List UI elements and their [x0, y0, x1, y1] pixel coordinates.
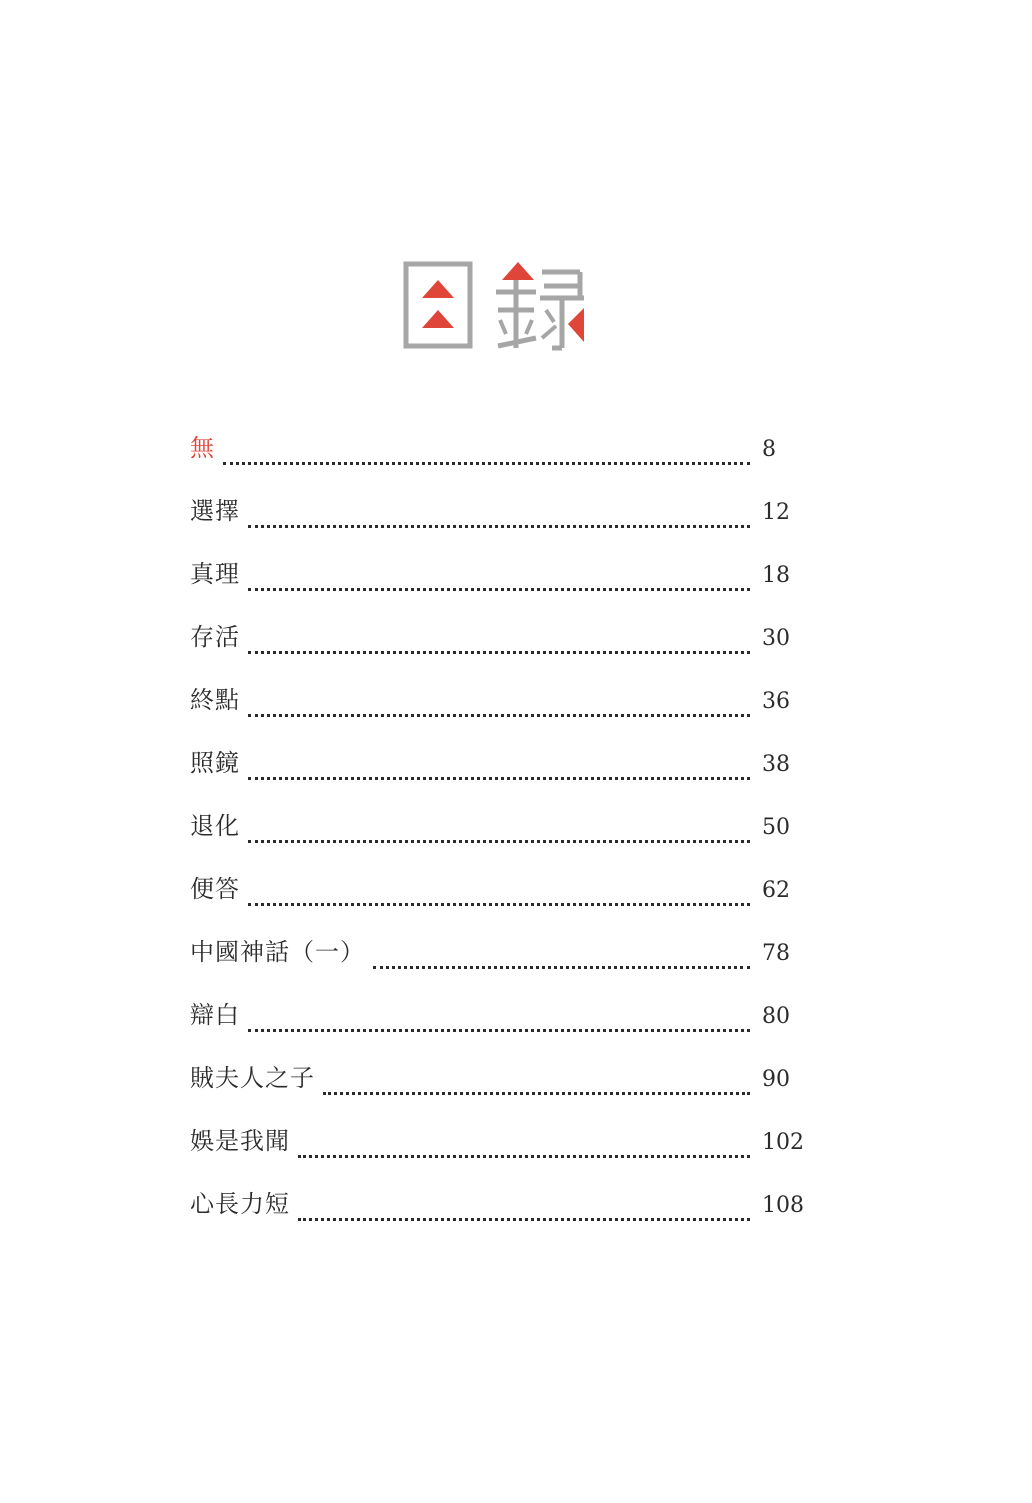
- toc-entry-title: 退化: [190, 812, 240, 840]
- toc-entry-page-number: 8: [762, 437, 776, 462]
- toc-entry[interactable]: [190, 1178, 810, 1241]
- toc-entry-title: 辯白: [190, 1001, 240, 1029]
- toc-entry-title: 真理: [190, 560, 240, 588]
- toc-entry[interactable]: [190, 485, 810, 548]
- toc-entry[interactable]: [190, 674, 810, 737]
- toc-entry[interactable]: [190, 611, 810, 674]
- toc-entry-title: 心長力短: [190, 1190, 290, 1218]
- toc-entry-page-number: 80: [762, 1004, 790, 1029]
- toc-entry-page-number: 108: [762, 1193, 804, 1218]
- toc-entry-title: 中國神話（一）: [190, 938, 365, 966]
- toc-entry-title: 終點: [190, 686, 240, 714]
- toc-leader-dots: [248, 1028, 750, 1032]
- toc-leader-dots: [298, 1154, 750, 1158]
- toc-leader-dots: [298, 1217, 750, 1221]
- toc-leader-dots: [373, 965, 750, 969]
- toc-entry-page-number: 36: [762, 689, 790, 714]
- toc-leader-dots: [323, 1091, 750, 1095]
- title-triangle-lower: [422, 310, 454, 328]
- toc-entry-page-number: 30: [762, 626, 790, 651]
- toc-entry-page-number: 12: [762, 500, 790, 525]
- toc-entry-title: 便答: [190, 875, 240, 903]
- toc-entry-page-number: 50: [762, 815, 790, 840]
- table-of-contents: [190, 422, 810, 1241]
- toc-leader-dots: [248, 524, 750, 528]
- toc-entry[interactable]: [190, 548, 810, 611]
- toc-entry[interactable]: [190, 737, 810, 800]
- toc-entry[interactable]: [190, 422, 810, 485]
- toc-leader-dots: [248, 713, 750, 717]
- title-triangle-top: [502, 262, 534, 280]
- toc-entry-page-number: 78: [762, 941, 790, 966]
- title-logotype: [400, 258, 590, 354]
- toc-entry-page-number: 38: [762, 752, 790, 777]
- toc-entry-title: 照鏡: [190, 749, 240, 777]
- toc-leader-dots: [248, 776, 750, 780]
- toc-entry-page-number: 90: [762, 1067, 790, 1092]
- toc-entry-page-number: 102: [762, 1130, 804, 1155]
- toc-entry-title: 存活: [190, 623, 240, 651]
- toc-leader-dots: [248, 902, 750, 906]
- toc-entry-page-number: 62: [762, 878, 790, 903]
- toc-leader-dots: [223, 461, 750, 465]
- toc-entry-title: 娛是我聞: [190, 1127, 290, 1155]
- title-box-frame: [406, 264, 470, 346]
- toc-entry-title: 無: [190, 434, 215, 462]
- toc-leader-dots: [248, 650, 750, 654]
- toc-entry[interactable]: [190, 863, 810, 926]
- toc-entry-title: 賊夫人之子: [190, 1064, 315, 1092]
- toc-entry[interactable]: [190, 989, 810, 1052]
- title-triangle-upper: [422, 280, 454, 298]
- page-title-logo: [400, 258, 590, 354]
- title-triangle-right: [568, 308, 584, 342]
- toc-entry[interactable]: [190, 926, 810, 989]
- toc-entry-title: 選擇: [190, 497, 240, 525]
- toc-entry-page-number: 18: [762, 563, 790, 588]
- toc-leader-dots: [248, 587, 750, 591]
- toc-entry[interactable]: [190, 800, 810, 863]
- toc-leader-dots: [248, 839, 750, 843]
- toc-entry[interactable]: [190, 1115, 810, 1178]
- toc-entry[interactable]: [190, 1052, 810, 1115]
